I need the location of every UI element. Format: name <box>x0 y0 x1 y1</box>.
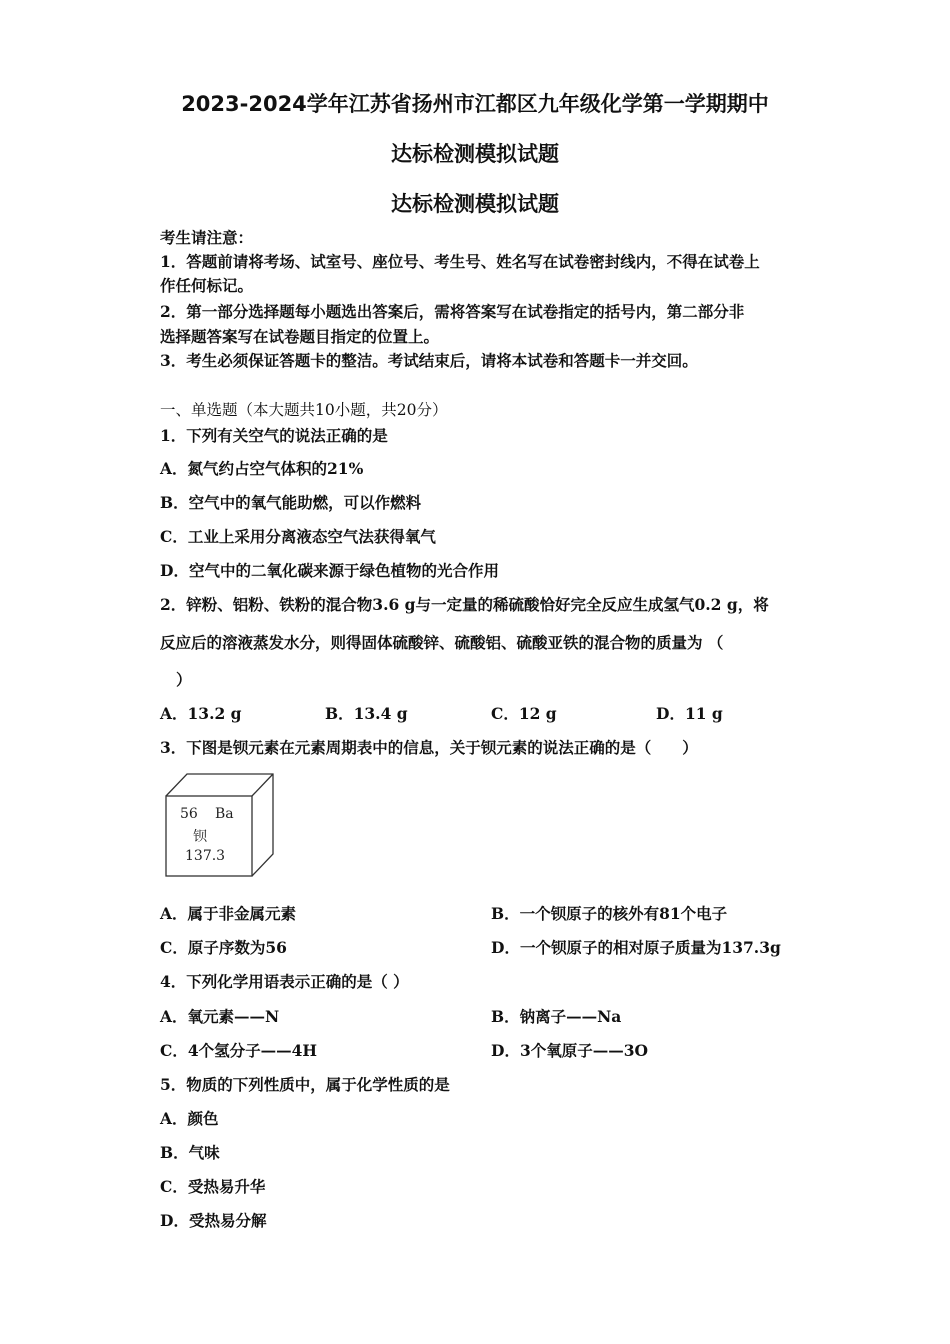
q2-option-b: B．13.4 g <box>325 704 408 723</box>
q5-option-d: D．受热易分解 <box>160 1211 267 1230</box>
q3-option-b: B．一个钡原子的核外有81个电子 <box>491 904 728 923</box>
q5-option-b: B．气味 <box>160 1143 220 1162</box>
q4-option-c: C．4个氢分子——4H <box>160 1041 318 1060</box>
notice-line: 作任何标记。 <box>160 276 254 295</box>
q5-option-c: C．受热易升华 <box>160 1177 266 1196</box>
title-line-3: 达标检测模拟试题 <box>391 192 559 216</box>
element-cell-figure <box>163 772 275 878</box>
element-symbol: Ba <box>215 806 234 822</box>
q3-option-c: C．原子序数为56 <box>160 938 287 957</box>
q4-option-a: A．氧元素——N <box>160 1007 280 1026</box>
title-line-1: 2023-2024学年江苏省扬州市江都区九年级化学第一学期期中 <box>181 92 769 116</box>
q3-option-a: A．属于非金属元素 <box>160 904 297 923</box>
q2-option-c: C．12 g <box>491 704 557 723</box>
notice-line: 2．第一部分选择题每小题选出答案后，需将答案写在试卷指定的括号内，第二部分非 <box>160 302 745 321</box>
section-heading: 一、单选题（本大题共10小题，共20分） <box>160 401 448 419</box>
atomic-number: 56 <box>180 806 198 822</box>
q4-option-b: B．钠离子——Na <box>491 1007 622 1026</box>
q5-stem: 5．物质的下列性质中，属于化学性质的是 <box>160 1075 450 1094</box>
q3-option-d: D．一个钡原子的相对原子质量为137.3g <box>491 938 781 957</box>
element-name: 钡 <box>193 829 207 845</box>
notice-line: 选择题答案写在试卷题目指定的位置上。 <box>160 327 440 346</box>
q4-stem: 4．下列化学用语表示正确的是（ ） <box>160 972 409 991</box>
notice-heading: 考生请注意： <box>160 228 254 247</box>
q1-option-d: D．空气中的二氧化碳来源于绿色植物的光合作用 <box>160 561 499 580</box>
notice-line: 3．考生必须保证答题卡的整洁。考试结束后，请将本试卷和答题卡一并交回。 <box>160 351 698 370</box>
title-line-2: 达标检测模拟试题 <box>391 142 559 166</box>
q2-stem-line-3: ） <box>176 670 192 689</box>
q5-option-a: A．颜色 <box>160 1109 219 1128</box>
q2-stem-line-2: 反应后的溶液蒸发水分，则得固体硫酸锌、硫酸铝、硫酸亚铁的混合物的质量为 （ <box>160 633 724 652</box>
q1-stem: 1．下列有关空气的说法正确的是 <box>160 426 388 445</box>
notice-line: 1．答题前请将考场、试室号、座位号、考生号、姓名写在试卷密封线内，不得在试卷上 <box>160 252 760 271</box>
atomic-mass: 137.3 <box>185 848 226 864</box>
q2-stem-line-1: 2．锌粉、铝粉、铁粉的混合物3.6 g与一定量的稀硫酸恰好完全反应生成氢气0.2 g，将 <box>160 595 769 614</box>
q1-option-a: A．氮气约占空气体积的21% <box>160 459 364 478</box>
q2-option-a: A．13.2 g <box>160 704 242 723</box>
q1-option-b: B．空气中的氧气能助燃，可以作燃料 <box>160 493 422 512</box>
q1-option-c: C．工业上采用分离液态空气法获得氧气 <box>160 527 436 546</box>
q4-option-d: D．3个氧原子——3O <box>491 1041 649 1060</box>
q2-option-d: D．11 g <box>656 704 723 723</box>
q3-stem: 3．下图是钡元素在元素周期表中的信息，关于钡元素的说法正确的是（ ） <box>160 738 698 757</box>
